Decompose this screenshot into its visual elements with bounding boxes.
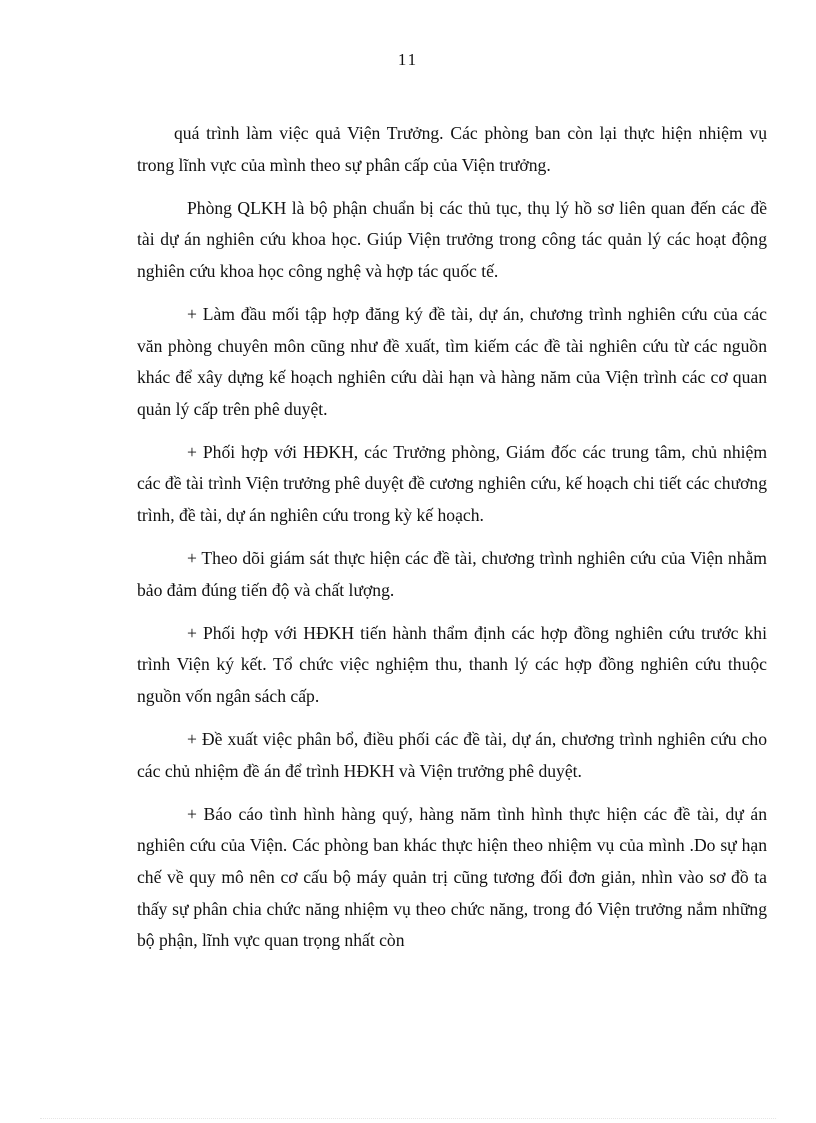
paragraph-duty-monitoring: + Theo dõi giám sát thực hiện các đề tài, chương trình nghiên cứu của Viện nhằm bảo đảm đúng tiến độ và chất lượng. xyxy=(137,548,767,600)
paragraph-continuation: quá trình làm việc quả Viện Trưởng. Các phòng ban còn lại thực hiện nhiệm vụ trong lĩnh vực của mình theo sự phân cấp của Viện trưởng. xyxy=(137,123,767,175)
document-body xyxy=(137,118,767,957)
paragraph-qlkh-intro: Phòng QLKH là bộ phận chuẩn bị các thủ tục, thụ lý hồ sơ liên quan đến các đề tài dự án nghiên cứu khoa học. Giúp Viện trưởng trong công tác quản lý các hoạt động nghiên cứu khoa học công nghệ và hợp tác quốc tế. xyxy=(137,197,767,281)
paragraph-duty-allocation: + Đề xuất việc phân bổ, điều phối các đề tài, dự án, chương trình nghiên cứu cho các chủ nhiệm đề án để trình HĐKH và Viện trưởng phê duyệt. xyxy=(137,729,767,781)
page-bottom-divider xyxy=(40,1118,776,1119)
paragraph-duty-reporting: + Báo cáo tình hình hàng quý, hàng năm tình hình thực hiện các đề tài, dự án nghiên cứu của Viện. Các phòng ban khác thực hiện theo nhiệm vụ của mình .Do sự hạn chế về quy mô nên cơ cấu bộ máy quản trị cũng tương đối đơn giản, nhìn vào sơ đồ ta thấy sự phân chia chức năng nhiệm vụ theo chức năng, trong đó Viện trưởng nắm những bộ phận, lĩnh vực quan trọng nhất còn xyxy=(137,803,767,951)
paragraph-duty-coordination: + Phối hợp với HĐKH, các Trưởng phòng, Giám đốc các trung tâm, chủ nhiệm các đề tài trình Viện trưởng phê duyệt đề cương nghiên cứu, kế hoạch chi tiết các chương trình, đề tài, dự án nghiên cứu trong kỳ kế hoạch. xyxy=(137,441,767,526)
paragraph-duty-registration: + Làm đầu mối tập hợp đăng ký đề tài, dự án, chương trình nghiên cứu của các văn phòng chuyên môn cũng như đề xuất, tìm kiếm các đề tài nghiên cứu từ các nguồn khác để xây dựng kế hoạch nghiên cứu dài hạn và hàng năm của Viện trình các cơ quan quản lý cấp trên phê duyệt. xyxy=(137,303,767,419)
page-number: 11 xyxy=(397,50,419,69)
paragraph-duty-appraisal: + Phối hợp với HĐKH tiến hành thẩm định các hợp đồng nghiên cứu trước khi trình Viện ký kết. Tổ chức việc nghiệm thu, thanh lý các hợp đồng nghiên cứu thuộc nguồn vốn ngân sách cấp. xyxy=(137,622,767,706)
